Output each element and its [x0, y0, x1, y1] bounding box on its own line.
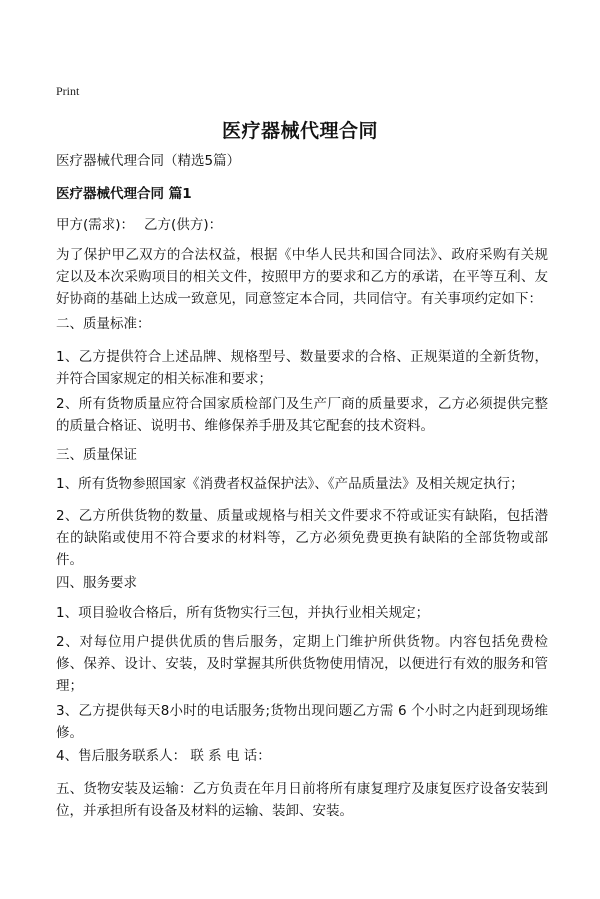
intro-paragraph: 为了保护甲乙双方的合法权益，根据《中华人民共和国合同法》、政府采购有关规定以及本次采购项目的相关文件，按照甲方的要求和乙方的承诺，在平等互利、友好协商的基础上达成一致意见，同意签定本合同，共同信守。有关事项约定如下： — [56, 247, 548, 307]
document-title: 医疗器械代理合同 — [221, 120, 378, 142]
service-item-3: 3、乙方提供每天8小时的电话服务;货物出现问题乙方需 6 个小时之内赶到现场维修。 — [56, 703, 548, 741]
service-item-4: 4、售后服务联系人： 联 系 电 话： — [56, 748, 271, 764]
installation-paragraph: 五、货物安装及运输：乙方负责在年月日前将所有康复理疗及康复医疗设备安装到位，并承担所有设备及材料的运输、装卸、安装。 — [56, 781, 548, 819]
section-heading: 医疗器械代理合同 篇1 — [56, 186, 192, 202]
parties-line — [56, 214, 548, 236]
service-heading: 四、服务要求 — [56, 575, 137, 591]
party-a-label: 甲方(需求)： — [56, 217, 135, 233]
service-item-1: 1、项目验收合格后，所有货物实行三包，并执行业相关规定； — [56, 605, 430, 621]
quality-standard-item-1: 1、乙方提供符合上述品牌、规格型号、数量要求的合格、正规渠道的全新货物，并符合国家规定的相关标准和要求； — [56, 349, 548, 387]
party-b-label: 乙方(供方)： — [144, 217, 223, 233]
quality-assurance-item-1: 1、所有货物参照国家《消费者权益保护法》、《产品质量法》及相关规定执行； — [56, 476, 524, 492]
quality-standard-item-2: 2、所有货物质量应符合国家质检部门及生产厂商的质量要求，乙方必须提供完整的质量合格证、说明书、维修保养手册及其它配套的技术资料。 — [56, 396, 548, 434]
document-subtitle: 医疗器械代理合同（精选5篇） — [56, 153, 241, 169]
quality-standard-heading: 二、质量标准： — [56, 316, 151, 332]
quality-assurance-heading: 三、质量保证 — [56, 447, 137, 463]
print-link[interactable]: Print — [56, 84, 80, 98]
quality-assurance-item-2: 2、乙方所供货物的数量、质量或规格与相关文件要求不符或证实有缺陷，包括潜在的缺陷或使用不符合要求的材料等，乙方必须免费更换有缺陷的全部货物或部件。 — [56, 508, 548, 568]
service-item-2: 2、对每位用户提供优质的售后服务，定期上门维护所供货物。内容包括免费检修、保养、设计、安装，及时掌握其所供货物使用情况，以便进行有效的服务和管理； — [56, 634, 548, 694]
